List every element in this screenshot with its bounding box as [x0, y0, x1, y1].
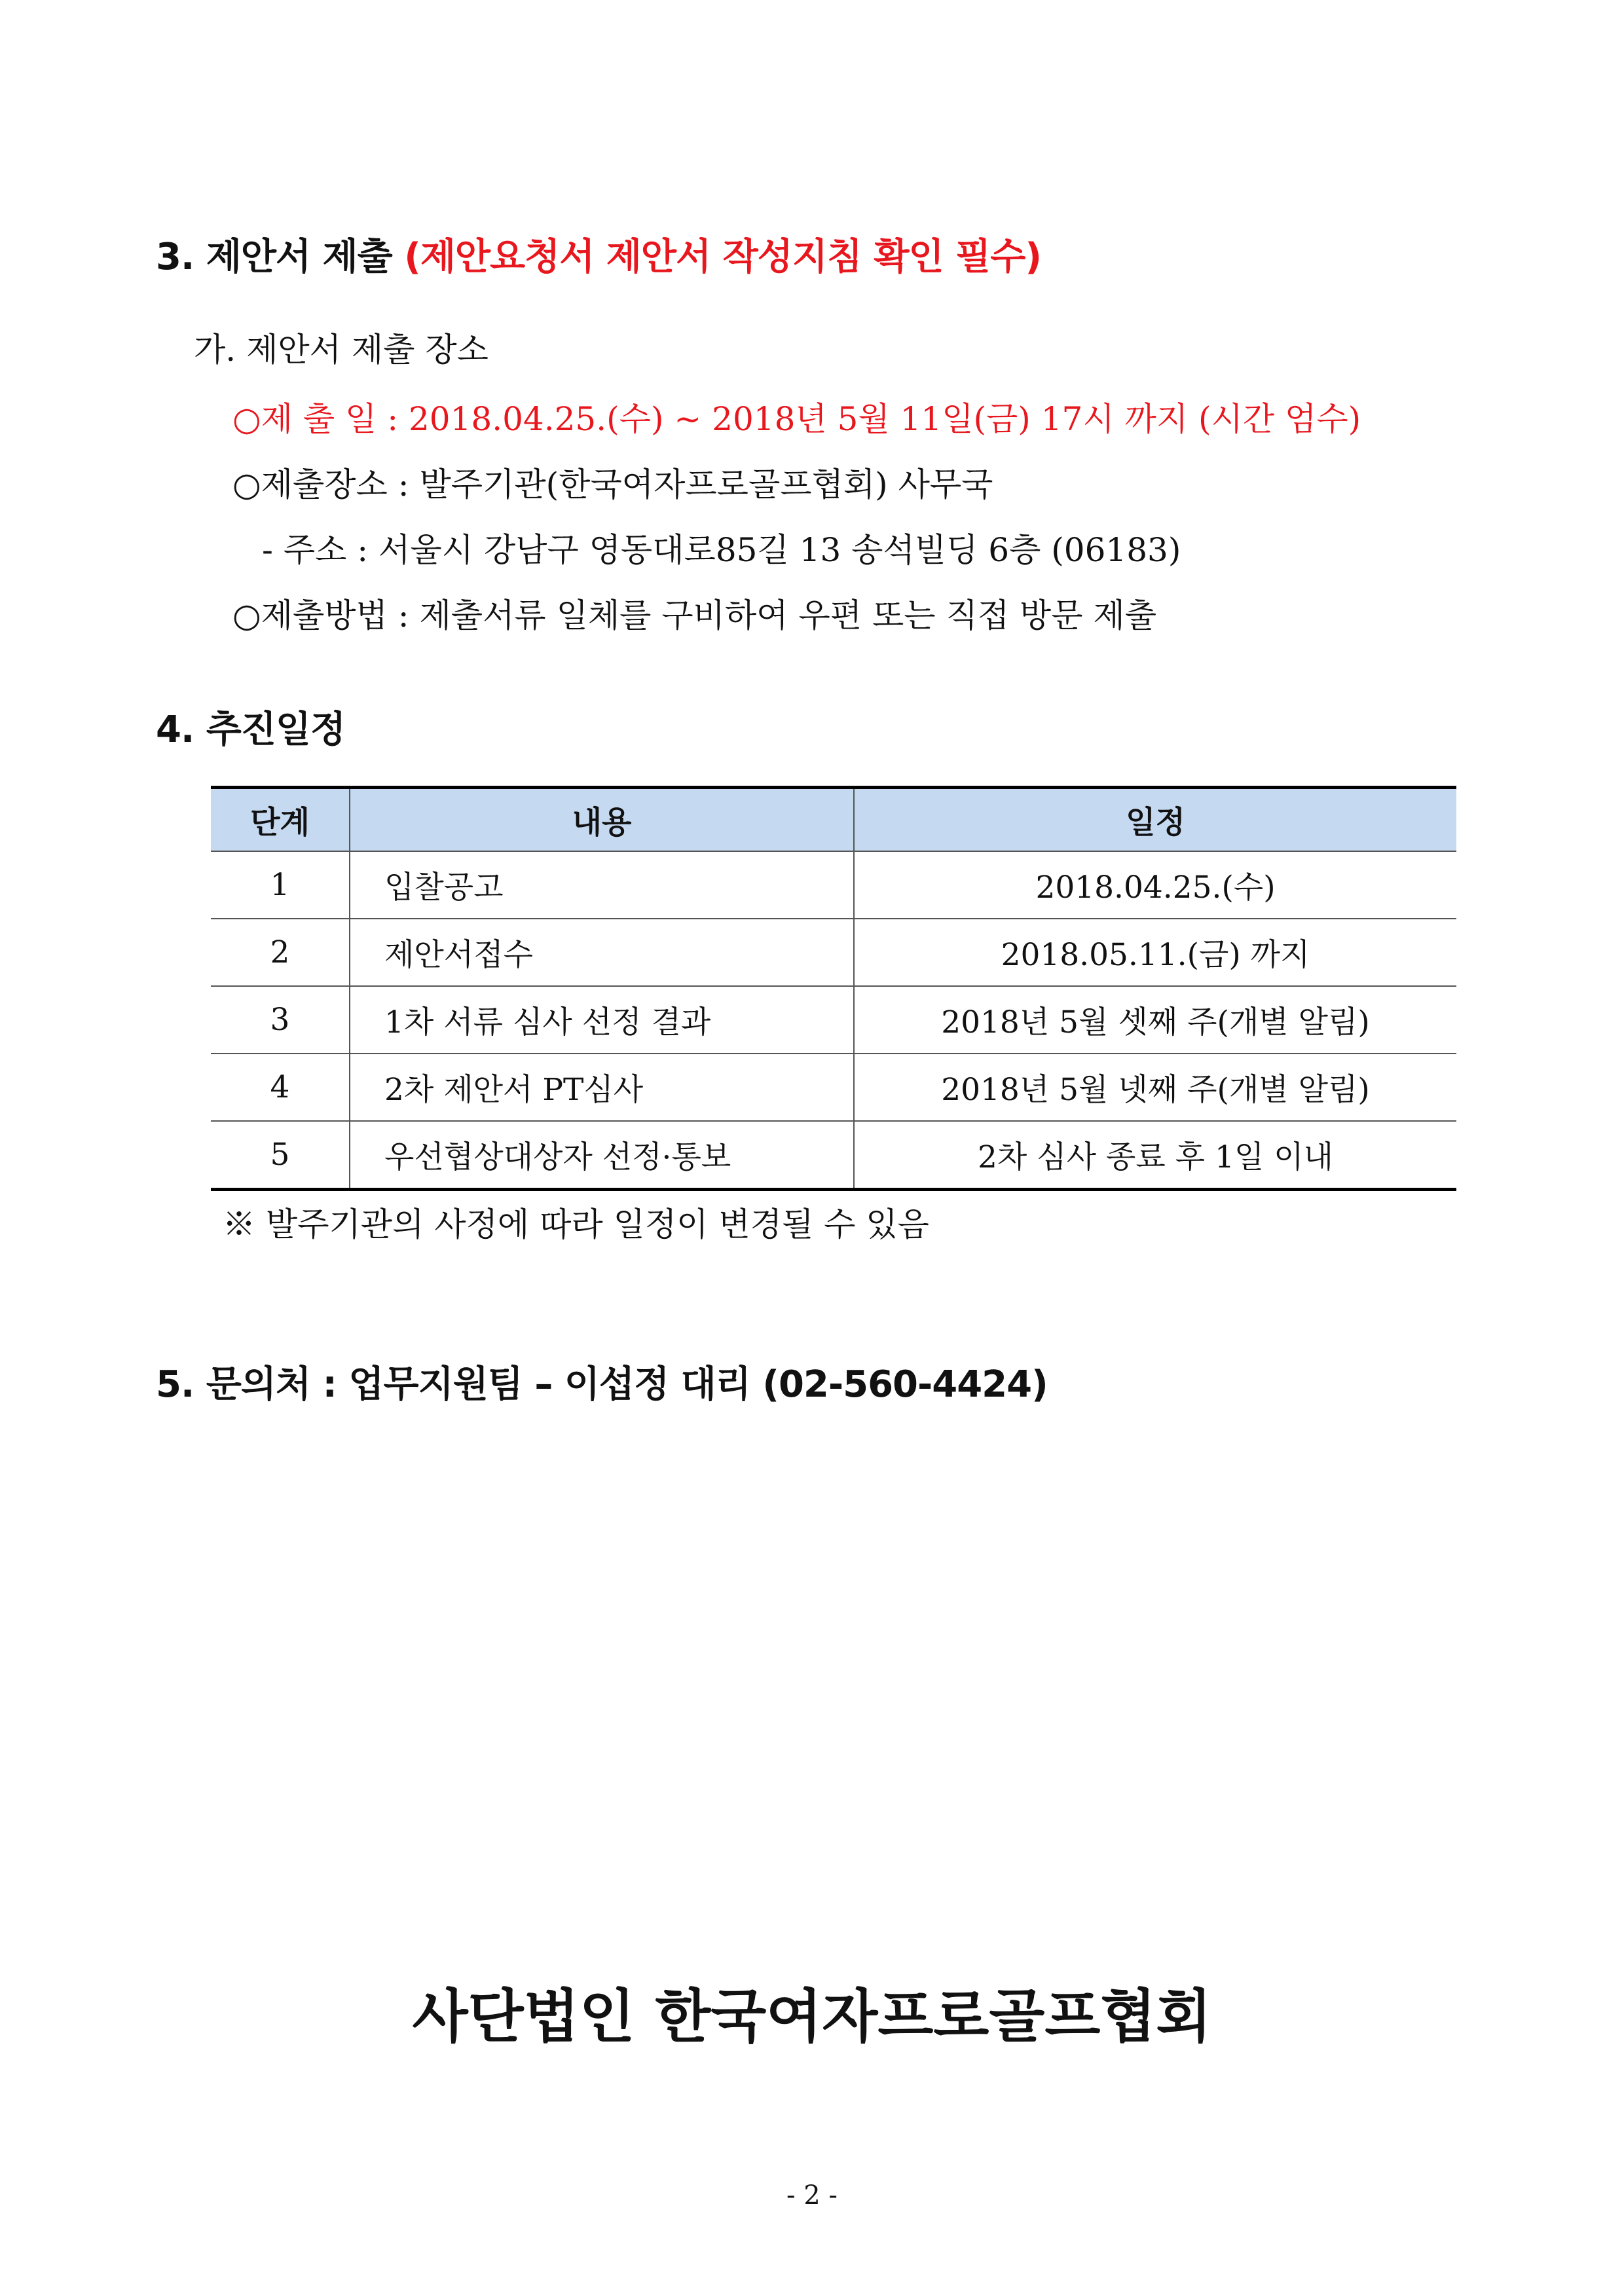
bullet-dash: -	[262, 531, 273, 569]
page-number: - 2 -	[786, 2180, 838, 2211]
submission-place-line	[232, 458, 993, 505]
table-header-row	[211, 788, 1456, 852]
cell-stage: 1	[211, 851, 350, 919]
address-text: 주소 : 서울시 강남구 영동대로85길 13 송석빌딩 6층 (06183)	[283, 531, 1181, 569]
address-line	[262, 524, 1181, 571]
submission-date-text: 제 출 일 : 2018.04.25.(수) ~ 2018년 5월 11일(금) 17시 까지 (시간 엄수)	[261, 400, 1361, 438]
section3-subheading: 가. 제안서 제출 장소	[194, 331, 489, 369]
cell-stage: 2	[211, 919, 350, 986]
table-row	[211, 1121, 1456, 1190]
cell-schedule: 2018년 5월 셋째 주(개별 알림)	[854, 986, 1456, 1054]
organization-name: 사단법인 한국여자프로골프협회	[412, 1982, 1212, 2050]
cell-stage: 3	[211, 986, 350, 1054]
cell-content: 입찰공고	[350, 851, 854, 919]
cell-schedule: 2차 심사 종료 후 1일 이내	[854, 1121, 1456, 1190]
cell-stage: 5	[211, 1121, 350, 1190]
bullet-circle: ○	[232, 597, 261, 634]
section3-title	[156, 228, 1041, 280]
section3-title-main: 3. 제안서 제출	[156, 236, 405, 278]
section4-title: 4. 추진일정	[156, 708, 346, 751]
cell-content: 2차 제안서 PT심사	[350, 1054, 854, 1121]
bullet-circle: ○	[232, 466, 261, 504]
header-content: 내용	[350, 788, 854, 852]
submission-method-text: 제출방법 : 제출서류 일체를 구비하여 우편 또는 직접 방문 제출	[261, 597, 1157, 634]
bullet-circle: ○	[232, 400, 261, 438]
cell-stage: 4	[211, 1054, 350, 1121]
submission-place-text: 제출장소 : 발주기관(한국여자프로골프협회) 사무국	[261, 466, 993, 504]
header-stage: 단계	[211, 788, 350, 852]
cell-content: 우선협상대상자 선정·통보	[350, 1121, 854, 1190]
section5-contact: 5. 문의처 : 업무지원팀 – 이섭정 대리 (02-560-4424)	[156, 1363, 1048, 1406]
cell-schedule: 2018년 5월 넷째 주(개별 알림)	[854, 1054, 1456, 1121]
cell-schedule: 2018.04.25.(수)	[854, 851, 1456, 919]
cell-content: 1차 서류 심사 선정 결과	[350, 986, 854, 1054]
header-schedule: 일정	[854, 788, 1456, 852]
schedule-note: ※ 발주기관의 사정에 따라 일정이 변경될 수 있음	[223, 1205, 929, 1243]
table-row	[211, 851, 1456, 919]
schedule-table	[211, 786, 1456, 1191]
table-row	[211, 1054, 1456, 1121]
table-row	[211, 986, 1456, 1054]
submission-method-line	[232, 589, 1156, 636]
cell-schedule: 2018.05.11.(금) 까지	[854, 919, 1456, 986]
section3-title-note: (제안요청서 제안서 작성지침 확인 필수)	[404, 236, 1041, 278]
table-row	[211, 919, 1456, 986]
submission-date-line	[232, 393, 1361, 440]
cell-content: 제안서접수	[350, 919, 854, 986]
